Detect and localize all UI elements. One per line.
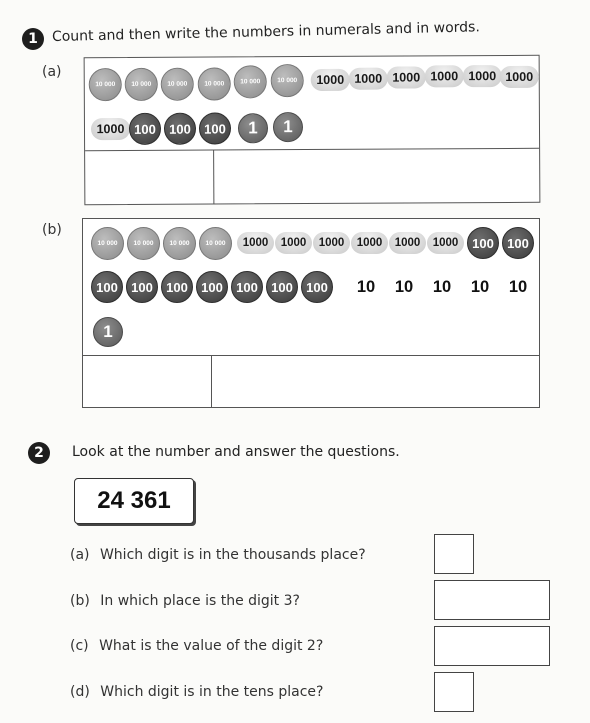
counter-100: 100 xyxy=(126,271,158,303)
answer-box-2d[interactable] xyxy=(434,672,474,712)
counter-100: 100 xyxy=(467,227,499,259)
counter-1000: 1000 xyxy=(500,66,539,88)
counter-100: 100 xyxy=(164,113,196,145)
counter-1: 1 xyxy=(93,317,123,347)
counter-1000: 1000 xyxy=(237,232,274,254)
counter-10000: 10 000 xyxy=(199,227,232,260)
part-b-row1 xyxy=(87,227,539,261)
question-2-number: 2 xyxy=(28,442,50,464)
part-a-divider xyxy=(85,148,539,151)
counter-1000: 1000 xyxy=(387,66,426,88)
question-2c-text: What is the value of the digit 2? xyxy=(99,638,324,654)
number-card: 24 361 xyxy=(74,478,194,524)
question-1-number: 1 xyxy=(22,28,44,50)
counter-1000: 1000 xyxy=(349,68,388,90)
counter-10: 10 xyxy=(508,277,528,296)
part-b-divider xyxy=(83,355,539,356)
counter-10000: 10 000 xyxy=(89,68,122,101)
counter-1: 1 xyxy=(238,113,268,143)
counter-1000: 1000 xyxy=(313,232,350,254)
question-2a-label: (a) xyxy=(70,547,90,563)
counter-10000: 10 000 xyxy=(91,227,124,260)
answer-box-2a[interactable] xyxy=(434,534,474,574)
counter-100: 100 xyxy=(196,271,228,303)
counter-1000: 1000 xyxy=(427,232,464,254)
counter-10000: 10 000 xyxy=(234,65,267,98)
question-2a xyxy=(70,547,366,563)
counter-10000: 10 000 xyxy=(163,227,196,260)
question-1-instruction: Count and then write the numbers in numerals and in words. xyxy=(51,19,480,45)
counter-10000: 10 000 xyxy=(125,68,158,101)
part-a-answer-box xyxy=(84,55,541,205)
part-a-column-divider xyxy=(213,150,214,204)
answer-box-2b[interactable] xyxy=(434,580,550,620)
counter-10000: 10 000 xyxy=(161,68,194,101)
part-b-row3 xyxy=(87,315,147,349)
question-2b xyxy=(70,593,300,609)
counter-1000: 1000 xyxy=(351,232,388,254)
counter-100: 100 xyxy=(199,112,231,144)
counter-1: 1 xyxy=(273,112,303,142)
counter-10: 10 xyxy=(432,277,452,296)
question-2c-label: (c) xyxy=(70,638,89,654)
question-2d-label: (d) xyxy=(70,684,90,700)
counter-1000: 1000 xyxy=(91,118,130,140)
counter-100: 100 xyxy=(266,271,298,303)
counter-1000: 1000 xyxy=(389,232,426,254)
counter-100: 100 xyxy=(161,271,193,303)
counter-10: 10 xyxy=(394,277,414,296)
part-b-label: (b) xyxy=(42,222,62,238)
question-2b-label: (b) xyxy=(70,593,90,609)
question-2a-text: Which digit is in the thousands place? xyxy=(99,547,366,563)
counter-1000: 1000 xyxy=(425,65,464,87)
counter-100: 100 xyxy=(301,271,333,303)
part-a-label: (a) xyxy=(42,64,62,80)
counter-1000: 1000 xyxy=(311,69,350,91)
answer-box-2c[interactable] xyxy=(434,626,550,666)
counter-100: 100 xyxy=(129,113,161,145)
question-2b-text: In which place is the digit 3? xyxy=(100,593,300,609)
counter-1000: 1000 xyxy=(275,232,312,254)
counter-10000: 10 000 xyxy=(198,67,231,100)
counter-1000: 1000 xyxy=(463,65,502,87)
question-2-instruction: Look at the number and answer the questions. xyxy=(72,444,400,460)
question-2c xyxy=(70,638,323,654)
counter-10000: 10 000 xyxy=(271,64,304,97)
counter-10000: 10 000 xyxy=(127,227,160,260)
part-a-row1 xyxy=(89,64,539,100)
part-a-row2 xyxy=(89,111,389,147)
part-b-column-divider xyxy=(211,355,212,407)
part-b-answer-box xyxy=(82,218,540,408)
counter-100: 100 xyxy=(231,271,263,303)
counter-10: 10 xyxy=(356,277,376,296)
counter-100: 100 xyxy=(502,227,534,259)
counter-100: 100 xyxy=(91,271,123,303)
part-b-row2 xyxy=(87,271,539,305)
question-2d-text: Which digit is in the tens place? xyxy=(100,684,324,700)
counter-10: 10 xyxy=(470,277,490,296)
question-2d xyxy=(70,684,323,700)
